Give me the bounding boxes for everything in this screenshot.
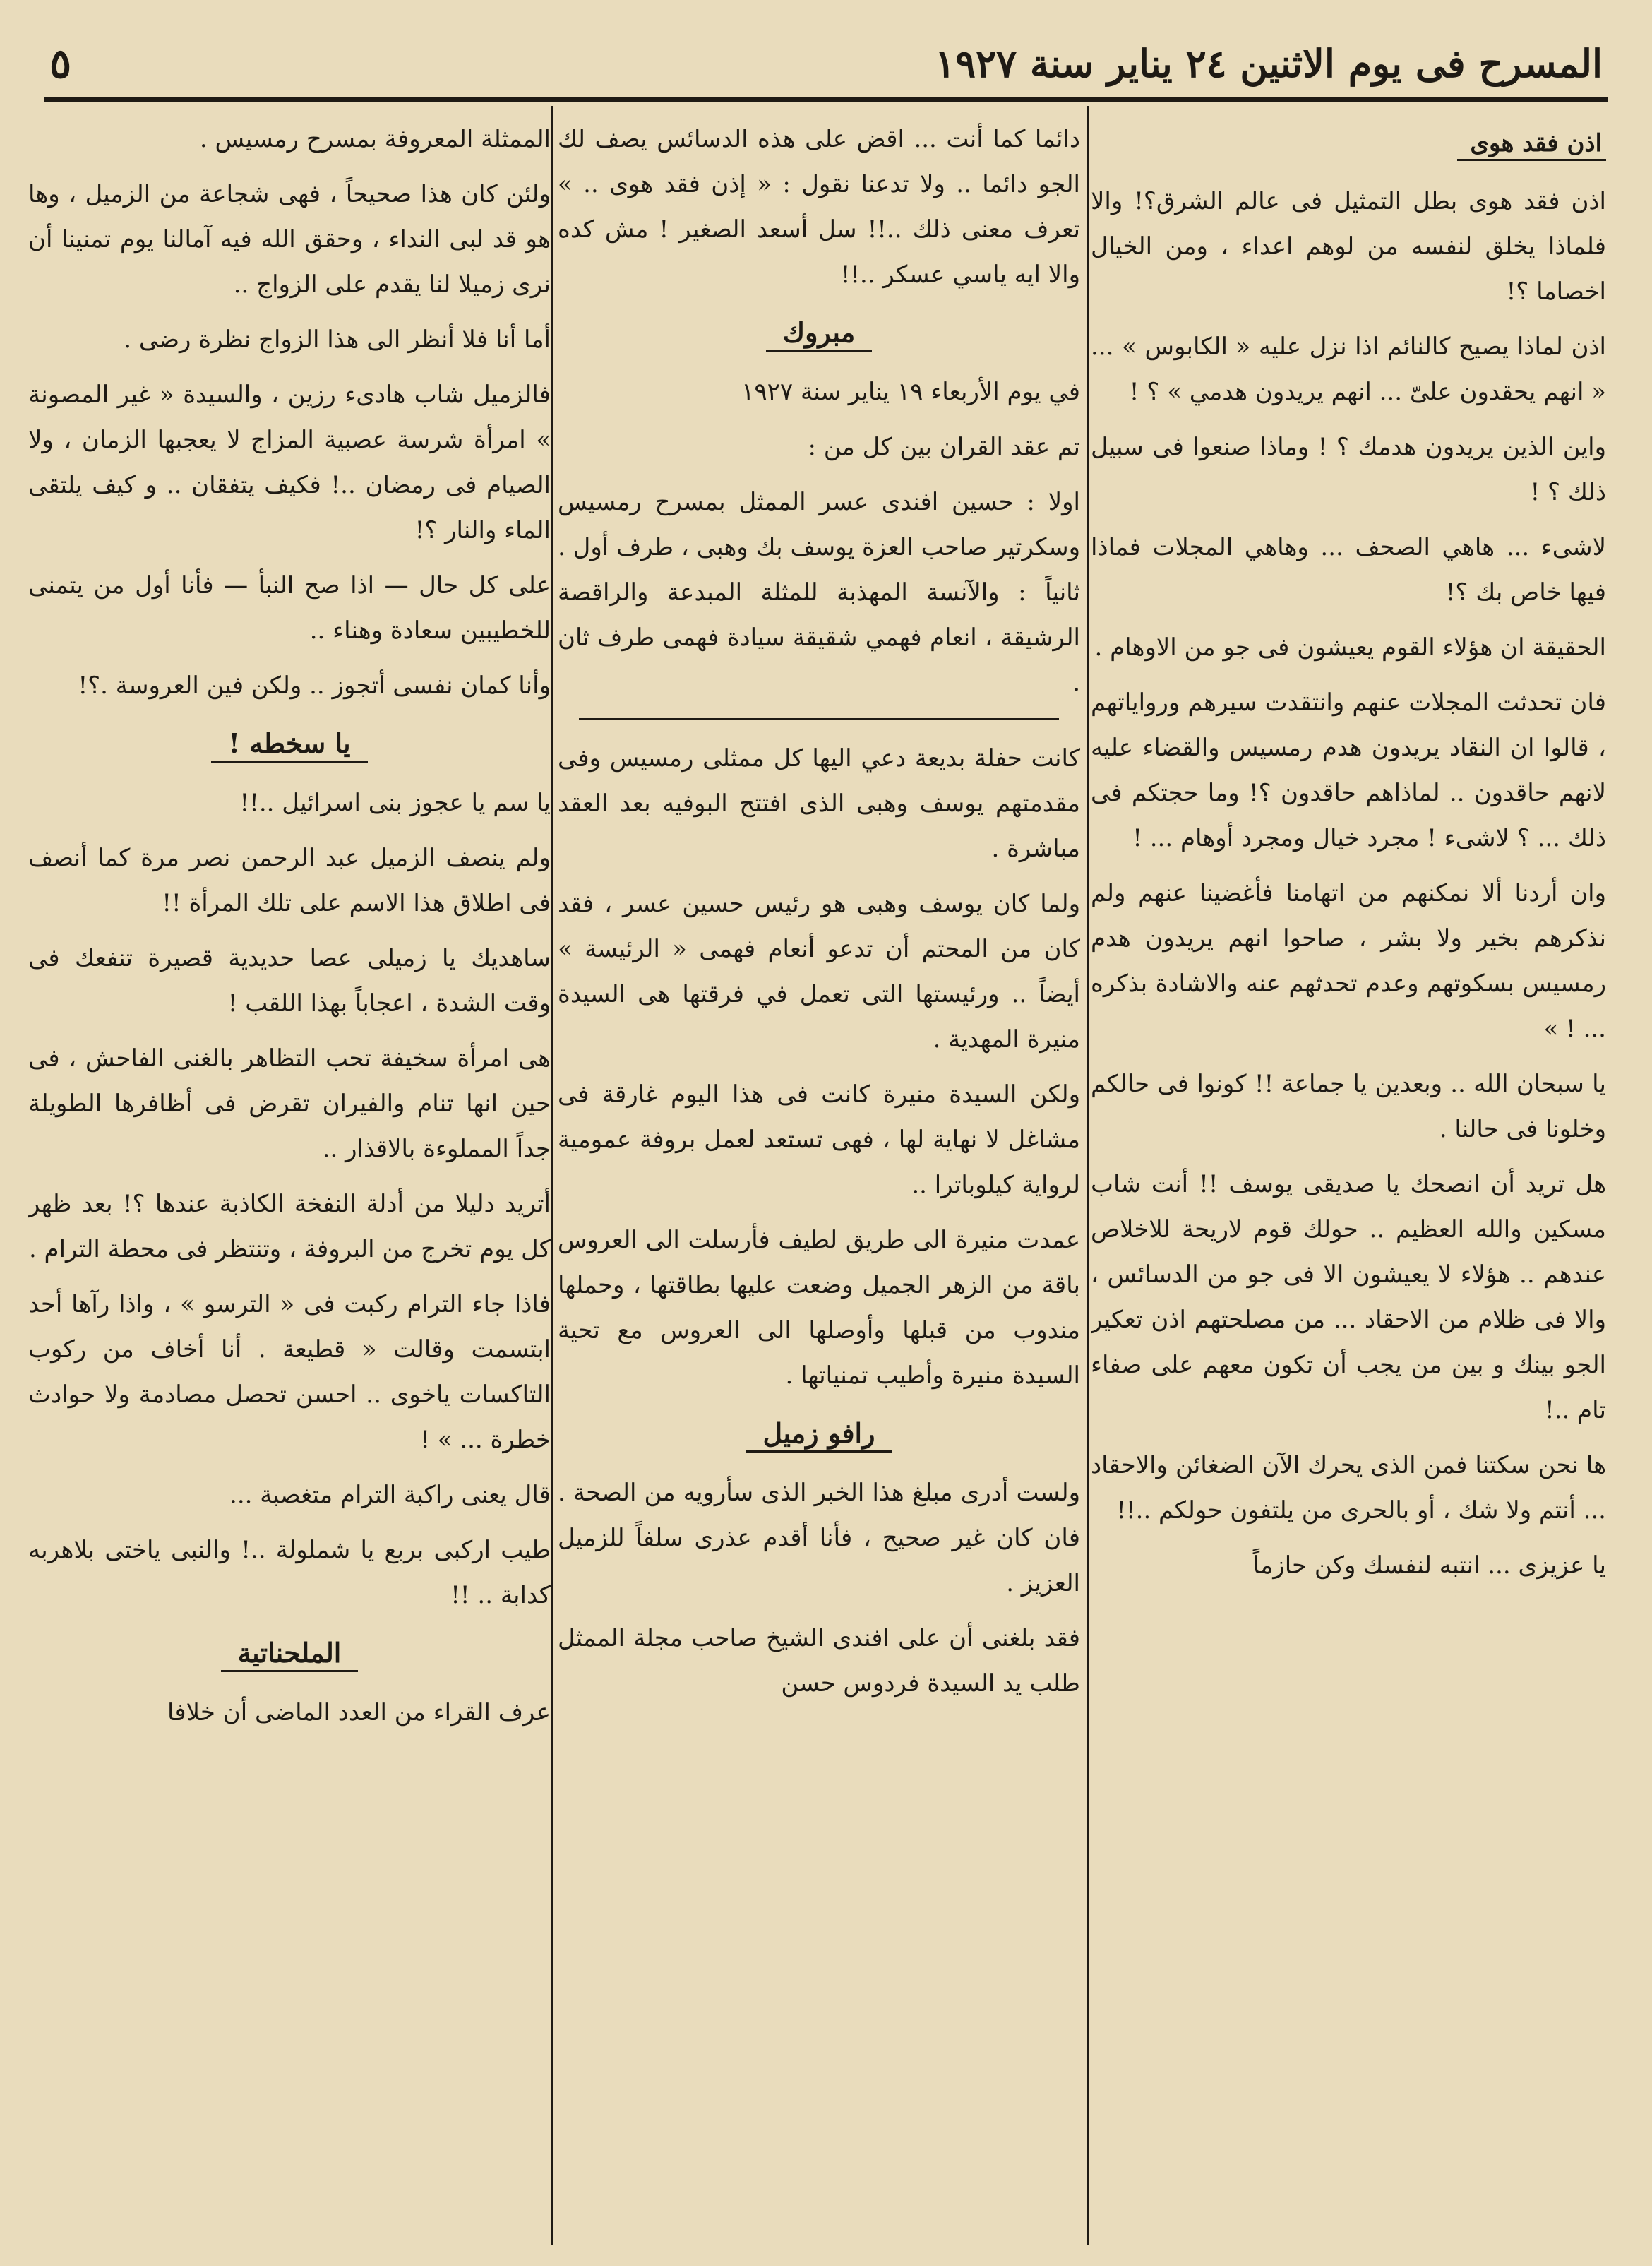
article-paragraph: فان تحدثت المجلات عنهم وانتقدت سيرهم ورواياتهم ، قالوا ان النقاد يريدون هدم رمسيس والقضاء عليه لانهم حاقدون .. لماذاهم حاقدون ؟! وما حجتكم فى ذلك ... ؟ لاشىء ! مجرد خيال ومجرد أوهام ... ! <box>1091 688 1606 852</box>
article-paragraph: عمدت منيرة الى طريق لطيف فأرسلت الى العروس باقة من الزهر الجميل وضعت عليها بطاقتها ، وحملها مندوب من قبلها وأوصلها الى العروس مع تحية السيدة منيرة وأطيب تمنياتها . <box>558 1226 1080 1390</box>
header-title: المسرح فى يوم الاثنين ٢٤ يناير سنة ١٩٢٧ <box>935 41 1603 86</box>
section-divider <box>579 718 1059 720</box>
section-heading-ya-sakhta <box>28 721 551 766</box>
header-rule <box>44 97 1608 102</box>
article-paragraph: تم عقد القران بين كل من : <box>808 433 1080 461</box>
article-paragraph: في يوم الأربعاء ١٩ يناير سنة ١٩٢٧ <box>741 378 1080 406</box>
article-paragraph: على كل حال — اذا صح النبأ — فأنا أول من يتمنى للخطيبين سعادة وهناء .. <box>28 571 551 645</box>
section-heading-rafo-text: رافو زميل <box>746 1417 892 1453</box>
column-divider <box>1087 106 1089 2245</box>
column-divider <box>551 106 553 2245</box>
article-paragraph: يا عزيزى ... انتبه لنفسك وكن حازماً <box>1252 1551 1606 1580</box>
article-paragraph: ولست أدرى مبلغ هذا الخبر الذى سأرويه من الصحة . فان كان غير صحيح ، فأنا أقدم عذرى سلفاً للزميل العزيز . <box>558 1479 1080 1597</box>
section-heading-ya-sakhta-text: يا سخطه ! <box>211 727 367 763</box>
article-heading-hawa-text: اذن فقد هوى <box>1457 129 1606 161</box>
article-paragraph: اذن فقد هوى بطل التمثيل فى عالم الشرق؟! والا فلماذا يخلق لنفسه من لوهم اعداء ، ومن الخيال اخصاما ؟! <box>1091 187 1606 306</box>
masthead <box>49 35 1603 92</box>
article-paragraph: ها نحن سكتنا فمن الذى يحرك الآن الضغائن والاحقاد ... أنتم ولا شك ، أو بالحرى من يلتفون حولكم ..!! <box>1091 1451 1606 1525</box>
article-paragraph: فقد بلغنى أن على افندى الشيخ صاحب مجلة الممثل طلب يد السيدة فردوس حسن <box>558 1624 1080 1698</box>
column-right <box>1091 117 1606 2238</box>
article-paragraph: اذن لماذا يصيح كالنائم اذا نزل عليه « الكابوس » ... « انهم يحقدون علىّ ... انهم يريدون هدمي » ؟ ! <box>1091 333 1606 406</box>
article-paragraph: قال يعنى راكبة الترام متغصبة ... <box>229 1481 551 1509</box>
article-paragraph: فاذا جاء الترام ركبت فى « الترسو » ، واذا رآها أحد ابتسمت وقالت « قطيعة . أنا أخاف من ركوب التاكسات ياخوى .. احسن تحصل مصادمة ولا حوادث خطرة ... » ! <box>28 1290 551 1454</box>
section-heading-mulahhinatiya-text: الملحناتية <box>221 1637 359 1672</box>
article-paragraph: ساهديك يا زميلى عصا حديدية قصيرة تنفعك فى وقت الشدة ، اعجاباً بهذا اللقب ! <box>28 944 551 1018</box>
article-paragraph: لاشىء ... هاهي الصحف ... وهاهي المجلات فماذا فيها خاص بك ؟! <box>1091 533 1606 607</box>
article-paragraph: واين الذين يريدون هدمك ؟ ! وماذا صنعوا فى سبيل ذلك ؟ ! <box>1091 433 1606 506</box>
section-heading-rafo <box>558 1411 1080 1456</box>
article-paragraph: ولم ينصف الزميل عبد الرحمن نصر مرة كما أنصف فى اطلاق هذا الاسم على تلك المرأة !! <box>28 844 551 917</box>
article-paragraph: طيب اركبى بربع يا شملولة ..! والنبى ياختى بلاهربه كدابة .. !! <box>28 1536 551 1609</box>
section-heading-mabrouk-text: مبروك <box>766 316 872 352</box>
article-paragraph: ولئن كان هذا صحيحاً ، فهى شجاعة من الزميل ، وها هو قد لبى النداء ، وحقق الله فيه آمالنا يوم تمنينا أن نرى زميلا لنا يقدم على الزواج .. <box>28 180 551 299</box>
article-paragraph: اولا : حسين افندى عسر الممثل بمسرح رمسيس وسكرتير صاحب العزة يوسف بك وهبى ، طرف أول . ثانياً : والآنسة المهذبة للمثلة المبدعة والراقصة الرشيقة ، انعام فهمي شقيقة سيادة فهمى طرف ثان . <box>558 488 1080 697</box>
article-paragraph: كانت حفلة بديعة دعي اليها كل ممثلى رمسيس وفى مقدمتهم يوسف وهبى الذى افتتح البوفيه بعد العقد مباشرة . <box>558 744 1080 863</box>
article-heading-hawa <box>1091 121 1606 166</box>
article-paragraph: أما أنا فلا أنظر الى هذا الزواج نظرة رضى . <box>124 326 551 354</box>
article-paragraph: أتريد دليلا من أدلة النفخة الكاذبة عندها ؟! بعد ظهر كل يوم تخرج من البروفة ، وتنتظر فى محطة الترام . <box>28 1190 551 1263</box>
article-paragraph: وأنا كمان نفسى أتجوز .. ولكن فين العروسة .؟! <box>78 672 551 700</box>
article-paragraph: هل تريد أن انصحك يا صديقى يوسف !! أنت شاب مسكين والله العظيم .. حولك قوم لاريحة للاخلاص عندهم .. هؤلاء لا يعيشون الا فى جو من الدسائس ، والا فى ظلام من الاحقاد ... من مصلحتهم اذن تعكير الجو بينك و بين من يجب أن تكون معهم على صفاء تام ..! <box>1091 1170 1606 1424</box>
article-paragraph: ولكن السيدة منيرة كانت فى هذا اليوم غارقة فى مشاغل لا نهاية لها ، فهى تستعد لعمل بروفة عمومية لرواية كيلوباترا .. <box>558 1080 1080 1199</box>
article-paragraph: الممثلة المعروفة بمسرح رمسيس . <box>199 125 551 153</box>
section-heading-mulahhinatiya <box>28 1630 551 1676</box>
article-paragraph: وان أردنا ألا نمكنهم من اتهامنا فأغضينا عنهم ولم نذكرهم بخير ولا بشر ، صاحوا انهم يريدون هدم رمسيس بسكوتهم وعدم تحدثهم عنه والاشادة بذكره ... ! » <box>1091 879 1606 1043</box>
article-paragraph: الحقيقة ان هؤلاء القوم يعيشون فى جو من الاوهام . <box>1094 633 1606 662</box>
article-paragraph: هى امرأة سخيفة تحب التظاهر بالغنى الفاحش ، فى حين انها تنام والفيران تقرض فى أظافرها الطويلة جداً المملوءة بالاقذار .. <box>28 1044 551 1163</box>
article-paragraph: ولما كان يوسف وهبى هو رئيس حسين عسر ، فقد كان من المحتم أن تدعو أنعام فهمى « الرئيسة » أيضاً .. ورئيستها التى تعمل في فرقتها هى السيدة منيرة المهدية . <box>558 890 1080 1054</box>
section-heading-mabrouk <box>558 310 1080 355</box>
column-middle <box>558 117 1080 2238</box>
column-left <box>28 117 551 2238</box>
article-paragraph: فالزميل شاب هادىء رزين ، والسيدة « غير المصونة » امرأة شرسة عصبية المزاج لا يعجبها الزمان ، ولا الصيام فى رمضان ..! فكيف يتفقان .. و كيف يلتقى الماء والنار ؟! <box>28 381 551 544</box>
article-paragraph: دائما كما أنت ... اقض على هذه الدسائس يصف لك الجو دائما .. ولا تدعنا نقول : « إذن فقد هوى .. » تعرف معنى ذلك ..!! سل أسعد الصغير ! مش كده والا ايه ياسي عسكر ..!! <box>558 125 1080 289</box>
article-paragraph: عرف القراء من العدد الماضى أن خلافا <box>167 1698 551 1727</box>
article-paragraph: يا سم يا عجوز بنى اسرائيل ..!! <box>239 789 551 817</box>
page-number: ٥ <box>49 40 72 88</box>
article-paragraph: يا سبحان الله .. وبعدين يا جماعة !! كونوا فى حالكم وخلونا فى حالنا . <box>1091 1070 1606 1143</box>
